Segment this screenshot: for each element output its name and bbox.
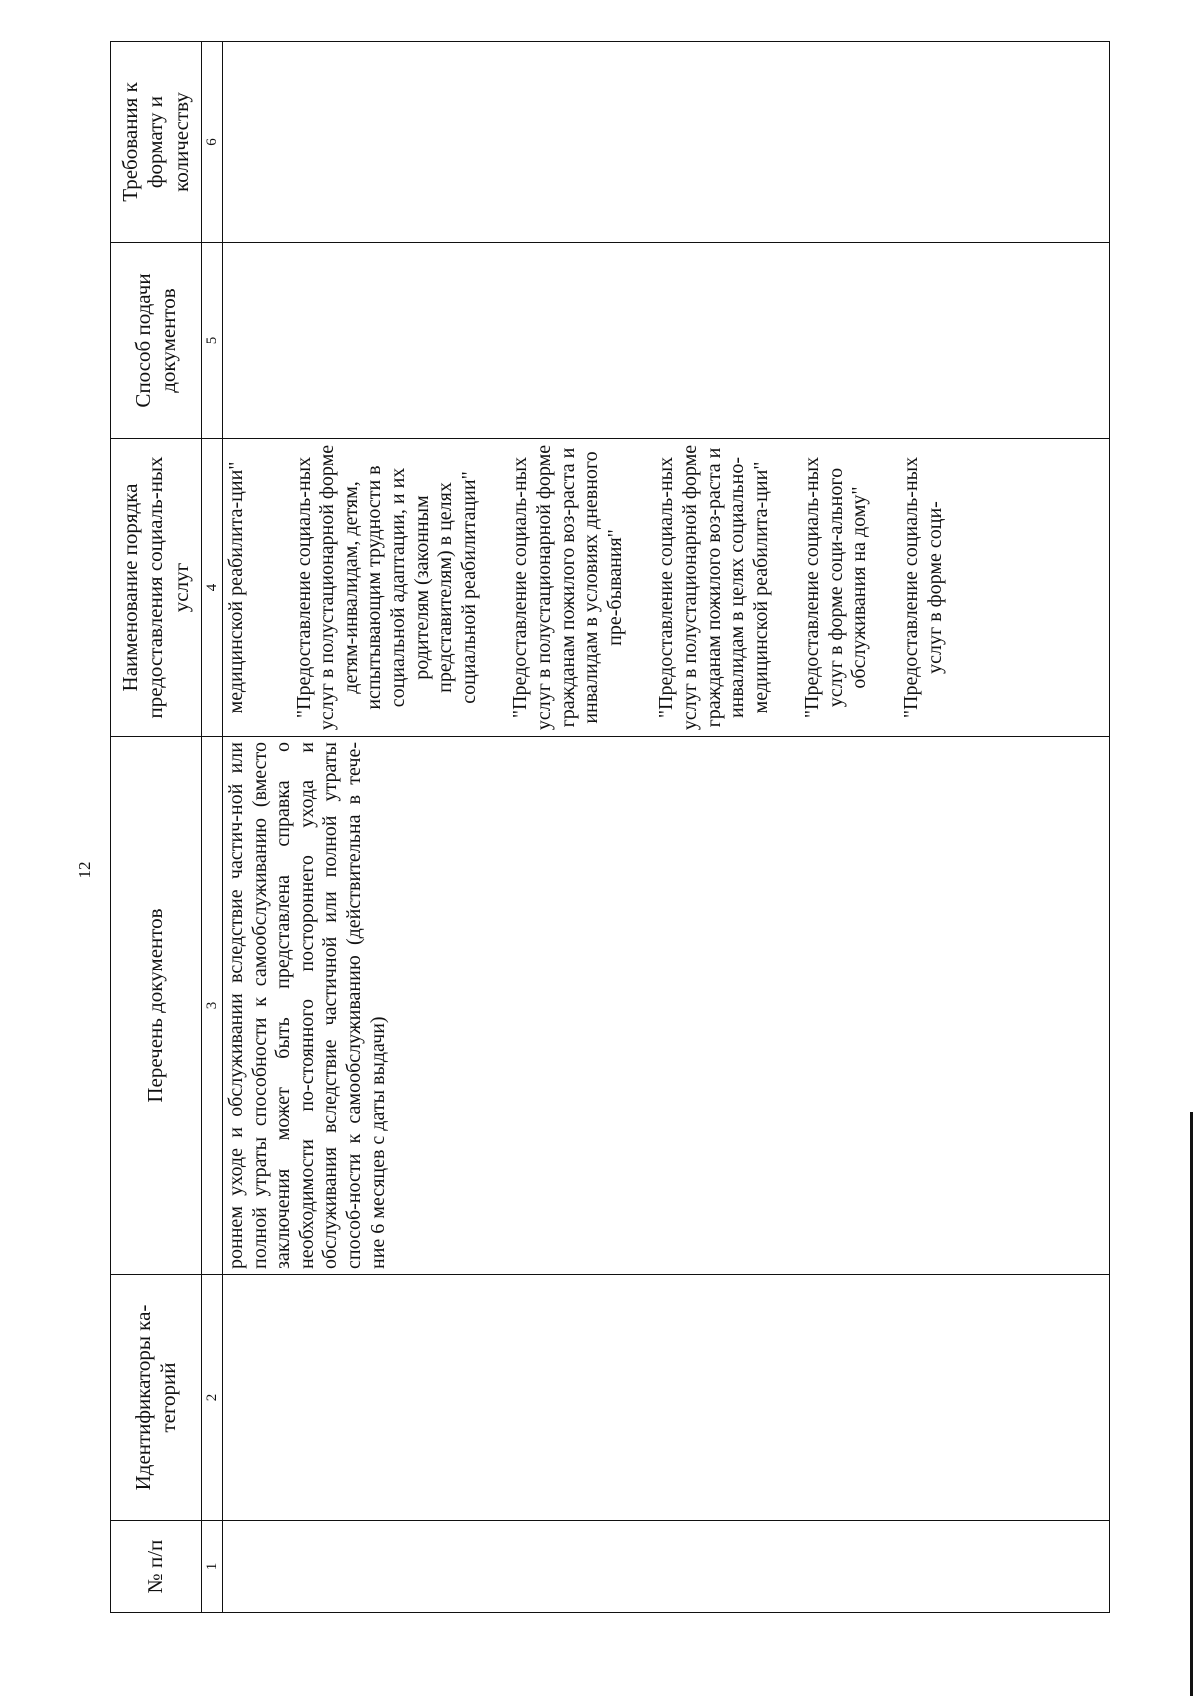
procedure-item: "Предоставление социаль-ных услуг в полустационарной форме гражданам пожилого воз-раста и инвалидам в условиях дневного пре-бывания" — [509, 444, 626, 731]
format-requirements-cell — [223, 42, 1110, 243]
row-number-cell — [223, 1521, 1110, 1613]
table-row — [223, 42, 1110, 1613]
column-number: 4 — [202, 439, 223, 737]
table-header-row — [111, 42, 202, 1613]
procedure-item: "Предоставление социаль-ных услуг в полустационарной форме гражданам пожилого воз-раста и инвалидам в целях социально-медицинской реабилита-ции" — [655, 444, 772, 731]
documents-table — [110, 41, 1110, 1613]
procedure-item: "Предоставление социаль-ных услуг в полустационарной форме детям-инвалидам, детям, испытывающим трудности в социальной адаптации, и их родителям (законным представителям) в целях социальной реабилитации" — [292, 444, 480, 731]
header-document-list: Перечень документов — [111, 737, 202, 1275]
procedure-item: "Предоставление социаль-ных услуг в форме соци- — [900, 456, 946, 719]
procedure-item: "Предоставление социаль-ных услуг в форме соци-ального обслуживания на дому" — [801, 456, 871, 719]
header-category-ids: Идентификаторы ка-тегорий — [111, 1275, 202, 1521]
header-number: № п/п — [111, 1521, 202, 1613]
document-table-rotated — [110, 42, 1110, 1613]
column-number: 6 — [202, 42, 223, 243]
column-number: 5 — [202, 243, 223, 439]
column-number: 2 — [202, 1275, 223, 1521]
column-numbers-row — [202, 42, 223, 1613]
header-procedure-name: Наименование порядка предоставления социаль-ных услуг — [111, 439, 202, 737]
column-number: 3 — [202, 737, 223, 1275]
documents-cell: роннем уходе и обслуживании вследствие частич-ной или полной утраты способности к самообслуживанию (вместо заключения может быть представлена справка о необходимости по-стоянного постороннего ухода и обслуживания вследствие частичной или полной утраты способ-ности к самообслуживанию (действительна в тече-ние 6 месяцев с даты выдачи) — [223, 737, 1110, 1275]
procedure-item: медицинской реабилита-ции" — [225, 461, 247, 714]
submission-method-cell — [223, 243, 1110, 439]
header-submission-method: Способ подачи документов — [111, 243, 202, 439]
category-cell — [223, 1275, 1110, 1521]
page-number: 12 — [75, 861, 94, 879]
scan-edge-line — [1190, 1112, 1193, 1696]
procedures-cell — [223, 439, 1110, 737]
header-format-requirements: Требования к формату и количеству — [111, 42, 202, 243]
column-number: 1 — [202, 1521, 223, 1613]
